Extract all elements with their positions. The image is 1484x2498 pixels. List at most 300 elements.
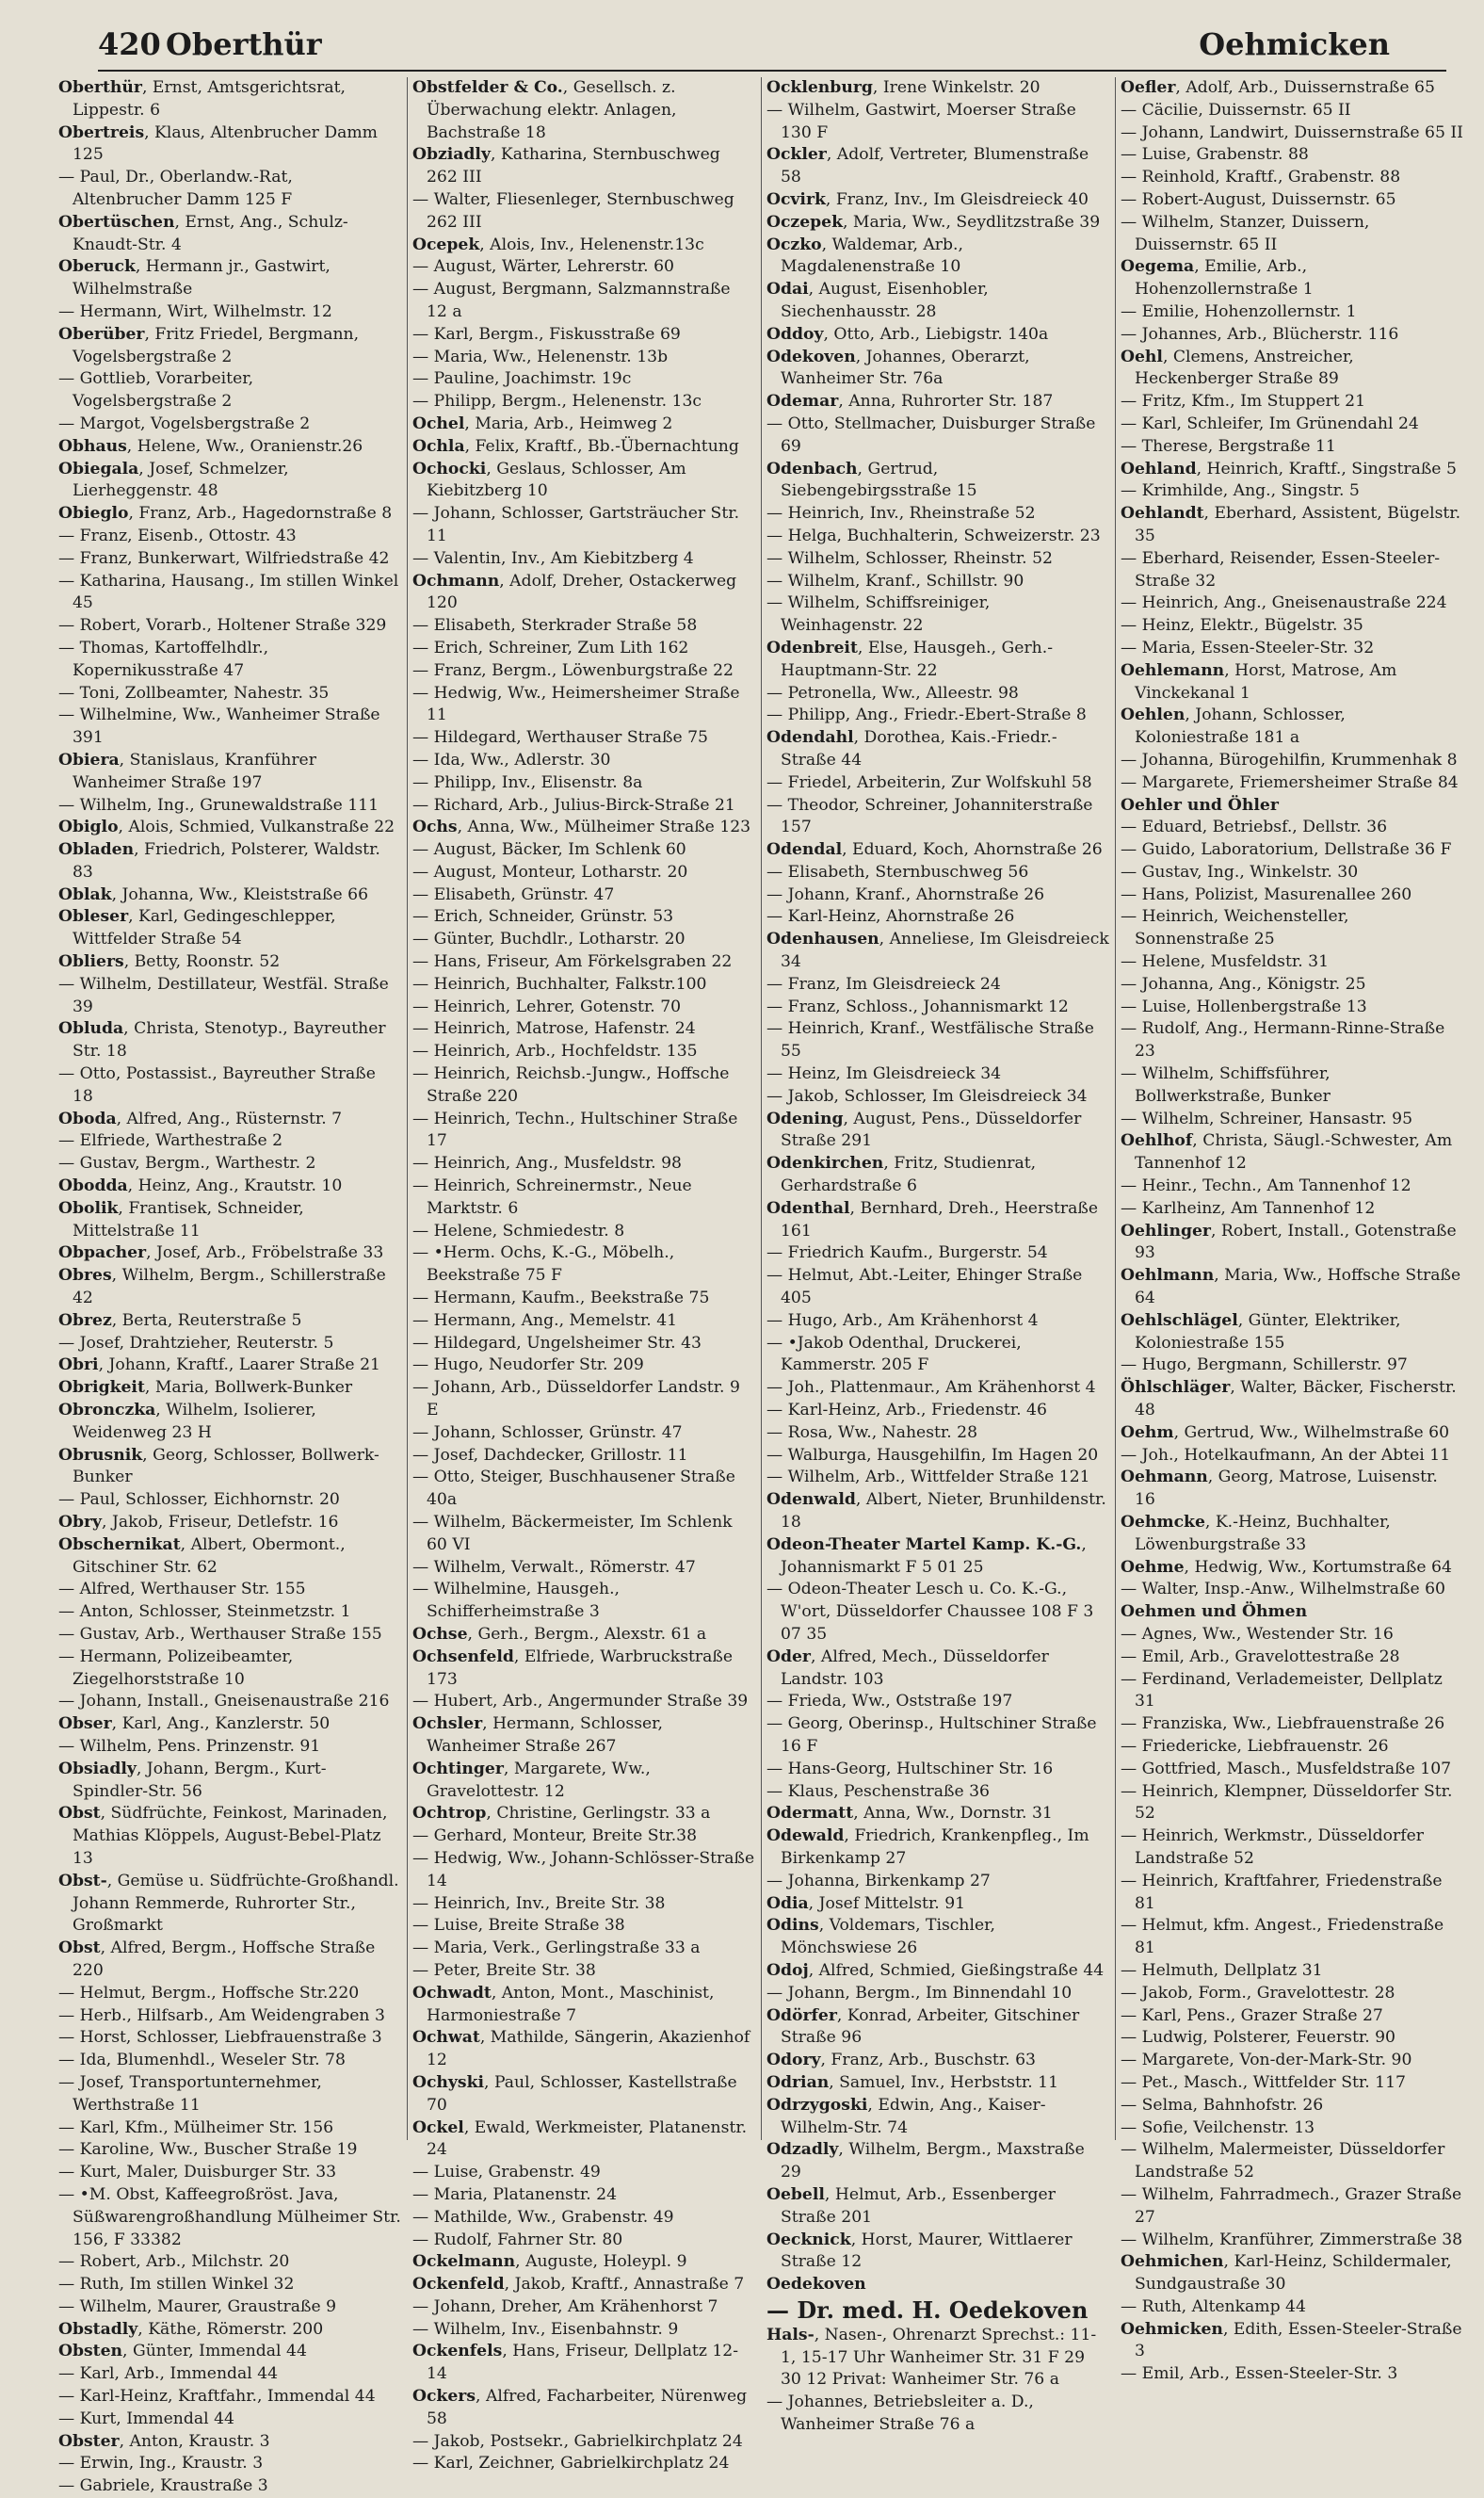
directory-entry: — Friedericke, Liebfrauenstr. 26: [1121, 1736, 1389, 1756]
directory-entry: — Wilhelm, Gastwirt, Moerser Straße 130 F: [766, 100, 1076, 142]
directory-entry: — Luise, Hollenbergstraße 13: [1121, 997, 1367, 1016]
directory-entry: — Hedwig, Ww., Johann-Schlösser-Straße 14: [412, 1848, 755, 1890]
directory-entry: Obiera, Stanislaus, Kranführer Wanheimer Straße 197: [58, 750, 316, 792]
directory-entry: — Maria, Verk., Gerlingstraße 33 a: [412, 1938, 701, 1958]
directory-entry: — Ruth, Im stillen Winkel 32: [58, 2275, 295, 2295]
directory-entry: Obladen, Friedrich, Polsterer, Waldstr. 83: [58, 840, 380, 882]
directory-entry: Obrez, Berta, Reuterstraße 5: [58, 1310, 302, 1330]
directory-entry: Obpacher, Josef, Arb., Fröbelstraße 33: [58, 1243, 384, 1263]
directory-entry: Ocklenburg, Irene Winkelstr. 20: [766, 78, 1040, 97]
directory-entry: — Gustav, Ing., Winkelstr. 30: [1121, 862, 1359, 882]
directory-entry: — Wilhelm, Bäckermeister, Im Schlenk 60 VI: [412, 1513, 733, 1554]
directory-entry: Odermatt, Anna, Ww., Dornstr. 31: [766, 1804, 1053, 1824]
directory-entry: Obodda, Heinz, Ang., Krautstr. 10: [58, 1176, 343, 1196]
directory-entry: Ockelmann, Auguste, Holeypl. 9: [412, 2252, 687, 2272]
directory-entry: — Franz, Bergm., Löwenburgstraße 22: [412, 660, 734, 680]
directory-entry: Ocvirk, Franz, Inv., Im Gleisdreieck 40: [766, 189, 1089, 209]
directory-entry: — Heinrich, Techn., Hultschiner Straße 17: [412, 1109, 738, 1151]
directory-entry: Obleser, Karl, Gedingeschlepper, Wittfelder Straße 54: [58, 907, 336, 949]
directory-entry: — Karl-Heinz, Ahornstraße 26: [766, 907, 1015, 927]
directory-entry: — Emil, Arb., Essen-Steeler-Str. 3: [1121, 2364, 1398, 2384]
directory-entry: Obolik, Frantisek, Schneider, Mittelstraße 11: [58, 1198, 304, 1241]
directory-entry: — Johann, Schlosser, Gartsträucher Str. 11: [412, 504, 740, 545]
directory-entry: — Anton, Schlosser, Steinmetzstr. 1: [58, 1602, 351, 1622]
directory-entry: — •Jakob Odenthal, Druckerei, Kammerstr. 205 F: [766, 1333, 1022, 1375]
directory-entry: — Philipp, Inv., Elisenstr. 8a: [412, 772, 643, 792]
directory-entry: — Philipp, Bergm., Helenenstr. 13c: [412, 392, 702, 412]
directory-entry: Ockler, Adolf, Vertreter, Blumenstraße 58: [766, 145, 1089, 187]
page-header: [98, 26, 1446, 75]
directory-entry: — Pet., Masch., Wittfelder Str. 117: [1121, 2072, 1406, 2092]
directory-entry: — Otto, Steiger, Buschhausener Straße 40a: [412, 1468, 735, 1510]
column-3: [766, 77, 1109, 2435]
directory-entry: — Wilhelmine, Hausgeh., Schifferheimstraße 3: [412, 1580, 621, 1622]
directory-entry: — •M. Obst, Kaffeegroßröst. Java, Süßwarengroßhandlung Mülheimer Str. 156, F 33382: [58, 2184, 401, 2249]
directory-entry: — Johann, Bergm., Im Binnendahl 10: [766, 1983, 1073, 2003]
directory-entry: — Josef, Dachdecker, Grillostr. 11: [412, 1445, 688, 1465]
directory-entry: — Hans, Polizist, Masurenallee 260: [1121, 884, 1412, 904]
directory-entry: — Heinz, Elektr., Bügelstr. 35: [1121, 616, 1363, 636]
directory-entry: — Heinrich, Kranf., Westfälische Straße 55: [766, 1019, 1094, 1062]
directory-entry: Öhlschläger, Walter, Bäcker, Fischerstr. 48: [1121, 1378, 1457, 1420]
directory-entry: Obsiadly, Johann, Bergm., Kurt-Spindler-Str. 56: [58, 1759, 327, 1801]
directory-entry: Oehm, Gertrud, Ww., Wilhelmstraße 60: [1121, 1422, 1450, 1442]
directory-entry: — August, Monteur, Lotharstr. 20: [412, 862, 688, 882]
left-running-head: Oberthür: [166, 26, 322, 62]
directory-entry: — Sofie, Veilchenstr. 13: [1121, 2117, 1315, 2137]
directory-entry: — Hermann, Wirt, Wilhelmstr. 12: [58, 301, 332, 321]
directory-entry: — Wilhelm, Schreiner, Hansastr. 95: [1121, 1109, 1413, 1128]
directory-entry: — Heinrich, Kraftfahrer, Friedenstraße 81: [1121, 1871, 1443, 1913]
directory-entry: — Wilhelm, Arb., Wittfelder Straße 121: [766, 1468, 1090, 1487]
directory-entry: — Heinz, Im Gleisdreieck 34: [766, 1064, 1002, 1084]
directory-entry: — Selma, Bahnhofstr. 26: [1121, 2095, 1324, 2115]
directory-entry: — Cäcilie, Duissernstr. 65 II: [1121, 100, 1351, 120]
directory-entry: — Wilhelm, Stanzer, Duissern, Duissernstr. 65 II: [1121, 212, 1370, 254]
directory-entry: — Paul, Schlosser, Eichhornstr. 20: [58, 1490, 340, 1510]
directory-entry: Odrzygoski, Edwin, Ang., Kaiser-Wilhelm-Str. 74: [766, 2095, 1046, 2137]
directory-entry: Odrian, Samuel, Inv., Herbststr. 11: [766, 2072, 1059, 2092]
directory-entry: Obieglo, Franz, Arb., Hagedornstraße 8: [58, 504, 393, 524]
directory-entry: — Elfriede, Warthestraße 2: [58, 1131, 283, 1151]
directory-entry: Oder, Alfred, Mech., Düsseldorfer Landstr. 103: [766, 1646, 1049, 1689]
directory-entry: — Toni, Zollbeamter, Nahestr. 35: [58, 683, 330, 703]
directory-entry: — Rudolf, Fahrner Str. 80: [412, 2230, 623, 2249]
directory-entry: — Helmut, Abt.-Leiter, Ehinger Straße 405: [766, 1266, 1083, 1308]
directory-entry: — Franz, Schloss., Johannismarkt 12: [766, 997, 1069, 1016]
directory-entry: Oberüber, Fritz Friedel, Bergmann, Vogelsbergstraße 2: [58, 324, 360, 366]
directory-entry: — Elisabeth, Sternbuschweg 56: [766, 862, 1029, 882]
directory-entry: — Karoline, Ww., Buscher Straße 19: [58, 2140, 358, 2160]
directory-entry: Oehl, Clemens, Anstreicher, Heckenberger Straße 89: [1121, 347, 1354, 389]
directory-entry: — Erich, Schneider, Grünstr. 53: [412, 907, 674, 927]
directory-entry: — Karl, Schleifer, Im Grünendahl 24: [1121, 414, 1419, 433]
directory-entry: — Helmut, kfm. Angest., Friedenstraße 81: [1121, 1916, 1444, 1958]
directory-entry: — Erich, Schreiner, Zum Lith 162: [412, 638, 689, 657]
directory-entry: Oehlmann, Maria, Ww., Hoffsche Straße 64: [1121, 1266, 1461, 1308]
directory-entry: — Josef, Transportunternehmer, Werthstraße 11: [58, 2072, 322, 2115]
directory-entry: — Thomas, Kartoffelhdlr., Kopernikusstraße 47: [58, 638, 269, 680]
directory-entry: — Georg, Oberinsp., Hultschiner Straße 16 F: [766, 1714, 1097, 1756]
directory-entry: — Petronella, Ww., Alleestr. 98: [766, 683, 1019, 703]
directory-entry: — Wilhelm, Kranf., Schillstr. 90: [766, 571, 1024, 591]
directory-entry: Ochel, Maria, Arb., Heimweg 2: [412, 414, 673, 433]
column-divider: [1115, 77, 1116, 2140]
directory-entry: Obry, Jakob, Friseur, Detlefstr. 16: [58, 1513, 339, 1532]
directory-entry: — Heinrich, Ang., Musfeldstr. 98: [412, 1154, 682, 1174]
directory-entry: Obri, Johann, Kraftf., Laarer Straße 21: [58, 1355, 380, 1375]
right-running-head: Oehmicken: [1199, 26, 1390, 62]
directory-entry: Oblak, Johanna, Ww., Kleiststraße 66: [58, 884, 369, 904]
directory-entry: Odeon-Theater Martel Kamp. K.-G., Johannismarkt F 5 01 25: [766, 1534, 1087, 1577]
directory-entry: — Wilhelm, Verwalt., Römerstr. 47: [412, 1557, 696, 1577]
directory-entry: — Heinrich, Ang., Gneisenaustraße 224: [1121, 593, 1447, 613]
directory-entry: — Günter, Buchdlr., Lotharstr. 20: [412, 930, 686, 949]
directory-entry: — Karl, Kfm., Mülheimer Str. 156: [58, 2117, 334, 2137]
directory-entry: — Hugo, Arb., Am Krähenhorst 4: [766, 1310, 1039, 1330]
directory-entry: — Karl, Arb., Immendal 44: [58, 2364, 279, 2384]
directory-entry: — Maria, Ww., Helenenstr. 13b: [412, 347, 669, 366]
directory-entry: — Ferdinand, Verlademeister, Dellplatz 31: [1121, 1669, 1443, 1711]
directory-entry: Oefler, Adolf, Arb., Duissernstraße 65: [1121, 78, 1435, 97]
column-divider: [407, 77, 408, 2140]
directory-entry: — Jakob, Form., Gravelottestr. 28: [1121, 1983, 1395, 2003]
directory-entry: — Heinrich, Inv., Breite Str. 38: [412, 1893, 666, 1913]
directory-entry: — Hugo, Bergmann, Schillerstr. 97: [1121, 1355, 1408, 1375]
directory-entry: — Richard, Arb., Julius-Birck-Straße 21: [412, 795, 735, 815]
directory-entry: — Wilhelm, Pens. Prinzenstr. 91: [58, 1736, 321, 1756]
directory-entry: — Wilhelm, Kranführer, Zimmerstraße 38: [1121, 2230, 1463, 2249]
directory-entry: — Helene, Musfeldstr. 31: [1121, 952, 1330, 972]
column-4: [1121, 77, 1463, 2384]
directory-entry: — Heinr., Techn., Am Tannenhof 12: [1121, 1176, 1411, 1196]
directory-entry: — Guido, Laboratorium, Dellstraße 36 F: [1121, 840, 1452, 860]
directory-entry: — Odeon-Theater Lesch u. Co. K.-G., W'ort, Düsseldorfer Chaussee 108 F 3 07 35: [766, 1580, 1094, 1644]
directory-entry: — Hans, Friseur, Am Förkelsgraben 22: [412, 952, 733, 972]
directory-entry: Oczepek, Maria, Ww., Seydlitzstraße 39: [766, 212, 1101, 232]
directory-entry: Ochwadt, Anton, Mont., Maschinist, Harmoniestraße 7: [412, 1983, 715, 2025]
directory-entry: Odewald, Friedrich, Krankenpfleg., Im Birkenkamp 27: [766, 1826, 1089, 1868]
directory-entry: — Erwin, Ing., Kraustr. 3: [58, 2454, 264, 2474]
directory-entry: — Robert-August, Duissernstr. 65: [1121, 189, 1396, 209]
directory-entry: — Luise, Grabenstr. 88: [1121, 145, 1309, 165]
directory-entry: — Heinrich, Lehrer, Gotenstr. 70: [412, 997, 682, 1016]
directory-entry: — Paul, Dr., Oberlandw.-Rat, Altenbrucher Damm 125 F: [58, 168, 293, 209]
directory-entry: Ochwat, Mathilde, Sängerin, Akazienhof 12: [412, 2028, 750, 2070]
directory-entry: — Luise, Grabenstr. 49: [412, 2163, 601, 2182]
directory-entry: Oberuck, Hermann jr., Gastwirt, Wilhelmstraße: [58, 257, 331, 300]
directory-entry: Obrigkeit, Maria, Bollwerk-Bunker: [58, 1378, 353, 1398]
directory-entry: — Agnes, Ww., Westender Str. 16: [1121, 1624, 1394, 1644]
directory-entry: — Jakob, Schlosser, Im Gleisdreieck 34: [766, 1086, 1088, 1106]
directory-entry: Odenbreit, Else, Hausgeh., Gerh.-Hauptmann-Str. 22: [766, 638, 1054, 680]
directory-entry: — Helga, Buchhalterin, Schweizerstr. 23: [766, 526, 1101, 545]
directory-entry: — Gustav, Arb., Werthauser Straße 155: [58, 1624, 382, 1644]
directory-entry: — Walter, Fliesenleger, Sternbuschweg 262 III: [412, 189, 734, 232]
directory-entry: — Franz, Eisenb., Ottostr. 43: [58, 526, 297, 545]
directory-entry: — Johann, Dreher, Am Krähenhorst 7: [412, 2296, 718, 2316]
directory-entry: Oehland, Heinrich, Kraftf., Singstraße 5: [1121, 459, 1457, 479]
directory-entry: — Kurt, Maler, Duisburger Str. 33: [58, 2163, 337, 2182]
directory-entry: Obertreis, Klaus, Altenbrucher Damm 125: [58, 122, 378, 165]
directory-entry: — Heinrich, Reichsb.-Jungw., Hoffsche Straße 220: [412, 1064, 730, 1106]
directory-entry: — Herb., Hilfsarb., Am Weidengraben 3: [58, 2005, 385, 2025]
header-rule: [98, 70, 1446, 72]
directory-entry: — Maria, Essen-Steeler-Str. 32: [1121, 638, 1375, 657]
directory-entry: Odory, Franz, Arb., Buschstr. 63: [766, 2051, 1036, 2070]
directory-entry: Obiegala, Josef, Schmelzer, Lierheggenstr. 48: [58, 459, 289, 501]
directory-entry: — Heinrich, Buchhalter, Falkstr.100: [412, 974, 707, 994]
directory-entry: Oecknick, Horst, Maurer, Wittlaerer Straße 12: [766, 2230, 1073, 2272]
directory-entry: — Johanna, Bürogehilfin, Krummenhak 8: [1121, 750, 1458, 770]
directory-entry: Obhaus, Helene, Ww., Oranienstr.26: [58, 436, 363, 456]
directory-entry: Oegema, Emilie, Arb., Hohenzollernstraße 1: [1121, 257, 1314, 300]
directory-entry: Ockers, Alfred, Facharbeiter, Nürenweg 58: [412, 2387, 748, 2428]
directory-entry: — Alfred, Werthauser Str. 155: [58, 1580, 306, 1599]
directory-entry: — Heinrich, Werkmstr., Düsseldorfer Landstraße 52: [1121, 1826, 1424, 1868]
directory-entry: — Joh., Plattenmaur., Am Krähenhorst 4: [766, 1378, 1096, 1398]
directory-entry: — Helmuth, Dellplatz 31: [1121, 1960, 1323, 1980]
directory-entry: — Heinrich, Arb., Hochfeldstr. 135: [412, 1042, 698, 1062]
directory-entry: Odemar, Anna, Ruhrorter Str. 187: [766, 392, 1054, 412]
directory-entry: — Heinrich, Weichensteller, Sonnenstraße 25: [1121, 907, 1349, 949]
directory-entry: Ochsler, Hermann, Schlosser, Wanheimer Straße 267: [412, 1714, 663, 1756]
directory-entry: Oddoy, Otto, Arb., Liebigstr. 140a: [766, 324, 1049, 344]
page-number: 420: [98, 26, 161, 62]
directory-entry: — Ruth, Altenkamp 44: [1121, 2296, 1306, 2316]
directory-entry: — Gustav, Bergm., Warthestr. 2: [58, 1154, 316, 1174]
directory-entry: Oberthür, Ernst, Amtsgerichtsrat, Lippestr. 6: [58, 78, 346, 120]
directory-entry: — August, Bäcker, Im Schlenk 60: [412, 840, 686, 860]
directory-entry: — Horst, Schlosser, Liebfrauenstraße 3: [58, 2028, 382, 2048]
directory-entry: — Gabriele, Kraustraße 3: [58, 2476, 268, 2496]
directory-entry: — Robert, Vorarb., Holtener Straße 329: [58, 616, 387, 636]
directory-entry: — Johannes, Arb., Blücherstr. 116: [1121, 324, 1399, 344]
directory-entry: — Pauline, Joachimstr. 19c: [412, 369, 632, 389]
directory-entry: — Hubert, Arb., Angermunder Straße 39: [412, 1692, 749, 1711]
directory-entry: — •Herm. Ochs, K.-G., Möbelh., Beekstraße 75 F: [412, 1243, 675, 1286]
directory-entry: Obstfelder & Co., Gesellsch. z. Überwachung elektr. Anlagen, Bachstraße 18: [412, 78, 677, 142]
directory-entry: — Robert, Arb., Milchstr. 20: [58, 2252, 290, 2272]
directory-entry: Obser, Karl, Ang., Kanzlerstr. 50: [58, 1714, 331, 1734]
directory-entry: — Maria, Platanenstr. 24: [412, 2184, 618, 2204]
directory-entry: Obsten, Günter, Immendal 44: [58, 2342, 307, 2361]
directory-entry: — Hermann, Ang., Memelstr. 41: [412, 1310, 678, 1330]
directory-entry: Odenkirchen, Fritz, Studienrat, Gerhardstraße 6: [766, 1154, 1037, 1196]
directory-entry: — Elisabeth, Sterkrader Straße 58: [412, 616, 698, 636]
column-2: [412, 77, 755, 2474]
directory-entry: — Josef, Drahtzieher, Reuterstr. 5: [58, 1333, 334, 1353]
directory-entry: Obst, Südfrüchte, Feinkost, Marinaden, Mathias Klöppels, August-Bebel-Platz 13: [58, 1804, 388, 1868]
directory-entry: — Emilie, Hohenzollernstr. 1: [1121, 301, 1357, 321]
directory-entry: — Elisabeth, Grünstr. 47: [412, 884, 615, 904]
directory-entry: — Walburga, Hausgehilfin, Im Hagen 20: [766, 1445, 1099, 1465]
directory-entry: — Hildegard, Ungelsheimer Str. 43: [412, 1333, 702, 1353]
directory-entry: — Margot, Vogelsbergstraße 2: [58, 414, 311, 433]
directory-entry: — Wilhelmine, Ww., Wanheimer Straße 391: [58, 706, 380, 748]
directory-entry: Ockenfeld, Jakob, Kraftf., Annastraße 7: [412, 2275, 745, 2295]
directory-entry: Odzadly, Wilhelm, Bergm., Maxstraße 29: [766, 2140, 1085, 2182]
directory-entry: Obres, Wilhelm, Bergm., Schillerstraße 42: [58, 1266, 386, 1308]
directory-entry: — Hans-Georg, Hultschiner Str. 16: [766, 1759, 1054, 1778]
directory-entry: — Klaus, Peschenstraße 36: [766, 1781, 990, 1801]
directory-entry: Oehmcke, K.-Heinz, Buchhalter, Löwenburgstraße 33: [1121, 1513, 1391, 1554]
directory-entry: — Eduard, Betriebsf., Dellstr. 36: [1121, 818, 1388, 837]
directory-entry: — Mathilde, Ww., Grabenstr. 49: [412, 2207, 674, 2227]
directory-entry: Oebell, Helmut, Arb., Essenberger Straße 201: [766, 2184, 1056, 2227]
directory-entry: — Hermann, Polizeibeamter, Ziegelhorststraße 10: [58, 1646, 294, 1689]
directory-entry: Ochyski, Paul, Schlosser, Kastellstraße 70: [412, 2072, 737, 2115]
directory-entry: — Ludwig, Polsterer, Feuerstr. 90: [1121, 2028, 1395, 2048]
directory-entry: — Otto, Postassist., Bayreuther Straße 18: [58, 1064, 376, 1106]
directory-entry: Oehlhof, Christa, Säugl.-Schwester, Am Tannenhof 12: [1121, 1131, 1453, 1174]
directory-entry: — Reinhold, Kraftf., Grabenstr. 88: [1121, 168, 1401, 187]
directory-entry: — Gottfried, Masch., Musfeldstraße 107: [1121, 1759, 1452, 1778]
directory-entry: — Emil, Arb., Gravelottestraße 28: [1121, 1646, 1400, 1666]
directory-entry: — Wilhelm, Ing., Grunewaldstraße 111: [58, 795, 379, 815]
directory-entry: — Otto, Stellmacher, Duisburger Straße 69: [766, 414, 1096, 456]
directory-entry: — Krimhilde, Ang., Singstr. 5: [1121, 481, 1360, 501]
directory-entry: — Helene, Schmiedestr. 8: [412, 1221, 625, 1241]
directory-entry: — Friedrich Kaufm., Burgerstr. 54: [766, 1243, 1048, 1263]
directory-entry: — Hermann, Kaufm., Beekstraße 75: [412, 1289, 710, 1308]
column-1: [58, 77, 401, 2496]
directory-entry: Oehmann, Georg, Matrose, Luisenstr. 16: [1121, 1468, 1438, 1510]
directory-entry: Oehler und Öhler: [1121, 795, 1279, 815]
column-divider: [761, 77, 762, 2140]
directory-entry: — Helmut, Bergm., Hoffsche Str.220: [58, 1983, 360, 2003]
directory-entry: Odenbach, Gertrud, Siebengebirgsstraße 15: [766, 459, 977, 501]
directory-entry: — Heinrich, Matrose, Hafenstr. 24: [412, 1019, 696, 1039]
directory-entry: Obluda, Christa, Stenotyp., Bayreuther Str. 18: [58, 1019, 386, 1062]
directory-entry: Ochse, Gerh., Bergm., Alexstr. 61 a: [412, 1624, 707, 1644]
directory-entry: — Johann, Schlosser, Grünstr. 47: [412, 1422, 683, 1442]
directory-entry: Oehmichen, Karl-Heinz, Schildermaler, Sundgaustraße 30: [1121, 2252, 1452, 2295]
directory-entry: — Frieda, Ww., Oststraße 197: [766, 1692, 1013, 1711]
directory-entry: Ochtinger, Margarete, Ww., Gravelottestr. 12: [412, 1759, 651, 1801]
directory-entry: — Johann, Install., Gneisenaustraße 216: [58, 1692, 390, 1711]
directory-entry: — Karl-Heinz, Arb., Friedenstr. 46: [766, 1401, 1047, 1420]
directory-entry: — Therese, Bergstraße 11: [1121, 436, 1336, 456]
directory-entry: Ocepek, Alois, Inv., Helenenstr.13c: [412, 235, 704, 254]
directory-entry: — Franz, Bunkerwart, Wilfriedstraße 42: [58, 548, 390, 568]
directory-entry: Odenthal, Bernhard, Dreh., Heerstraße 161: [766, 1198, 1099, 1241]
directory-entry: Odoj, Alfred, Schmied, Gießingstraße 44: [766, 1960, 1105, 1980]
directory-entry: Ochocki, Geslaus, Schlosser, Am Kiebitzberg 10: [412, 459, 686, 501]
directory-entry: — Johann, Landwirt, Duissernstraße 65 II: [1121, 122, 1463, 142]
directory-entry: — Eberhard, Reisender, Essen-Steeler-Straße 32: [1121, 548, 1441, 591]
directory-entry: Obiglo, Alois, Schmied, Vulkanstraße 22: [58, 818, 395, 837]
directory-entry: — Jakob, Postsekr., Gabrielkirchplatz 24: [412, 2431, 743, 2451]
directory-entry: Odörfer, Konrad, Arbeiter, Gitschiner Straße 96: [766, 2005, 1080, 2048]
directory-entry: — Kurt, Immendal 44: [58, 2409, 234, 2428]
directory-entry: Odins, Voldemars, Tischler, Mönchswiese 26: [766, 1916, 995, 1958]
directory-entry: Obschernikat, Albert, Obermont., Gitschiner Str. 62: [58, 1534, 346, 1577]
directory-entry: — Wilhelm, Fahrradmech., Grazer Straße 27: [1121, 2184, 1462, 2227]
directory-entry: — Hugo, Neudorfer Str. 209: [412, 1355, 644, 1375]
directory-entry: Odening, August, Pens., Düsseldorfer Straße 291: [766, 1109, 1082, 1151]
directory-entry: Obertüschen, Ernst, Ang., Schulz-Knaudt-Str. 4: [58, 212, 348, 254]
directory-entry: Ochs, Anna, Ww., Mülheimer Straße 123: [412, 818, 751, 837]
directory-entry: — Ida, Ww., Adlerstr. 30: [412, 750, 611, 770]
directory-entry: — Fritz, Kfm., Im Stuppert 21: [1121, 392, 1366, 412]
directory-entry: — Gerhard, Monteur, Breite Str.38: [412, 1826, 698, 1846]
directory-entry: Odai, August, Eisenhobler, Siechenhausstr. 28: [766, 280, 989, 321]
directory-entry: — Margarete, Friemersheimer Straße 84: [1121, 772, 1459, 792]
directory-entry: — Johann, Kranf., Ahornstraße 26: [766, 884, 1045, 904]
directory-entry: Obziadly, Katharina, Sternbuschweg 262 III: [412, 145, 720, 187]
directory-entry: — Dr. med. H. Oedekoven: [766, 2295, 1089, 2324]
directory-entry: Obstadly, Käthe, Römerstr. 200: [58, 2319, 324, 2339]
directory-entry: — Peter, Breite Str. 38: [412, 1960, 596, 1980]
directory-entry: — Rudolf, Ang., Hermann-Rinne-Straße 23: [1121, 1019, 1445, 1062]
directory-entry: — Rosa, Ww., Nahestr. 28: [766, 1422, 978, 1442]
directory-entry: Ochmann, Adolf, Dreher, Ostackerweg 120: [412, 571, 737, 613]
directory-entry: — Johann, Arb., Düsseldorfer Landstr. 9 E: [412, 1378, 740, 1420]
directory-entry: Oczko, Waldemar, Arb., Magdalenenstraße 10: [766, 235, 963, 277]
directory-entry: — Margarete, Von-der-Mark-Str. 90: [1121, 2051, 1412, 2070]
directory-entry: Ochsenfeld, Elfriede, Warbruckstraße 173: [412, 1646, 734, 1689]
directory-entry: Oboda, Alfred, Ang., Rüsternstr. 7: [58, 1109, 343, 1128]
directory-entry: Oedekoven: [766, 2275, 866, 2295]
directory-entry: Ockenfels, Hans, Friseur, Dellplatz 12-14: [412, 2342, 739, 2384]
directory-entry: Hals-, Nasen-, Ohrenarzt Sprechst.: 11-1, 15-17 Uhr Wanheimer Str. 31 F 29 30 12 Privat: Wanheimer Str. 76 a: [766, 2325, 1097, 2390]
directory-entry: Oehmen und Öhmen: [1121, 1602, 1308, 1622]
directory-entry: — Philipp, Ang., Friedr.-Ebert-Straße 8: [766, 706, 1087, 725]
directory-entry: — Hedwig, Ww., Heimersheimer Straße 11: [412, 683, 740, 725]
directory-entry: — Karl, Pens., Grazer Straße 27: [1121, 2005, 1383, 2025]
directory-entry: — Walter, Insp.-Anw., Wilhelmstraße 60: [1121, 1580, 1445, 1599]
directory-entry: — Franziska, Ww., Liebfrauenstraße 26: [1121, 1714, 1445, 1734]
directory-entry: — Wilhelm, Schiffsführer, Bollwerkstraße, Bunker: [1121, 1064, 1331, 1106]
directory-entry: Ockel, Ewald, Werkmeister, Platanenstr. 24: [412, 2117, 748, 2160]
directory-entry: Obst, Alfred, Bergm., Hoffsche Straße 220: [58, 1938, 376, 1980]
directory-entry: — Wilhelm, Schlosser, Rheinstr. 52: [766, 548, 1053, 568]
directory-entry: — Wilhelm, Destillateur, Westfäl. Straße 39: [58, 974, 389, 1016]
directory-entry: — Karl, Bergm., Fiskusstraße 69: [412, 324, 681, 344]
directory-entry: Obst-, Gemüse u. Südfrüchte-Großhandl. Johann Remmerde, Ruhrorter Str., Großmarkt: [58, 1871, 399, 1936]
directory-entry: — Johannes, Betriebsleiter a. D., Wanheimer Straße 76 a: [766, 2393, 1034, 2435]
directory-entry: Odendahl, Dorothea, Kais.-Friedr.-Straße 44: [766, 728, 1057, 770]
directory-entry: — Wilhelm, Maurer, Graustraße 9: [58, 2296, 337, 2316]
directory-entry: Oehlschlägel, Günter, Elektriker, Koloniestraße 155: [1121, 1310, 1401, 1353]
directory-entry: Oehme, Hedwig, Ww., Kortumstraße 64: [1121, 1557, 1452, 1577]
directory-entry: — Wilhelm, Schiffsreiniger, Weinhagenstr. 22: [766, 593, 991, 636]
directory-entry: Obronczka, Wilhelm, Isolierer, Weidenweg 23 H: [58, 1401, 316, 1442]
directory-entry: Oehlinger, Robert, Install., Gotenstraße 93: [1121, 1221, 1457, 1263]
directory-entry: Obrusnik, Georg, Schlosser, Bollwerk-Bunker: [58, 1445, 379, 1487]
directory-entry: Oehlemann, Horst, Matrose, Am Vinckekanal 1: [1121, 660, 1397, 703]
directory-entry: — Valentin, Inv., Am Kiebitzberg 4: [412, 548, 694, 568]
directory-entry: — Wilhelm, Malermeister, Düsseldorfer Landstraße 52: [1121, 2140, 1445, 2182]
directory-entry: — Karl-Heinz, Kraftfahr., Immendal 44: [58, 2387, 376, 2407]
directory-entry: Odekoven, Johannes, Oberarzt, Wanheimer Str. 76a: [766, 347, 1030, 389]
directory-entry: — Theodor, Schreiner, Johanniterstraße 157: [766, 795, 1093, 837]
directory-entry: — Franz, Im Gleisdreieck 24: [766, 974, 1001, 994]
directory-entry: Obliers, Betty, Roonstr. 52: [58, 952, 281, 972]
directory-entry: — Joh., Hotelkaufmann, An der Abtei 11: [1121, 1445, 1451, 1465]
directory-entry: — Ida, Blumenhdl., Weseler Str. 78: [58, 2051, 346, 2070]
directory-entry: Ochla, Felix, Kraftf., Bb.-Übernachtung: [412, 436, 739, 456]
directory-entry: — Heinrich, Inv., Rheinstraße 52: [766, 504, 1036, 524]
directory-entry: — Gottlieb, Vorarbeiter, Vogelsbergstraße 2: [58, 369, 254, 412]
directory-entry: — Katharina, Hausang., Im stillen Winkel 45: [58, 571, 399, 613]
directory-entry: — Johanna, Birkenkamp 27: [766, 1871, 991, 1890]
directory-entry: — Wilhelm, Inv., Eisenbahnstr. 9: [412, 2319, 679, 2339]
directory-entry: — Heinrich, Klempner, Düsseldorfer Str. 52: [1121, 1781, 1453, 1824]
directory-entry: Odendal, Eduard, Koch, Ahornstraße 26: [766, 840, 1103, 860]
directory-entry: Odenhausen, Anneliese, Im Gleisdreieck 34: [766, 930, 1109, 972]
